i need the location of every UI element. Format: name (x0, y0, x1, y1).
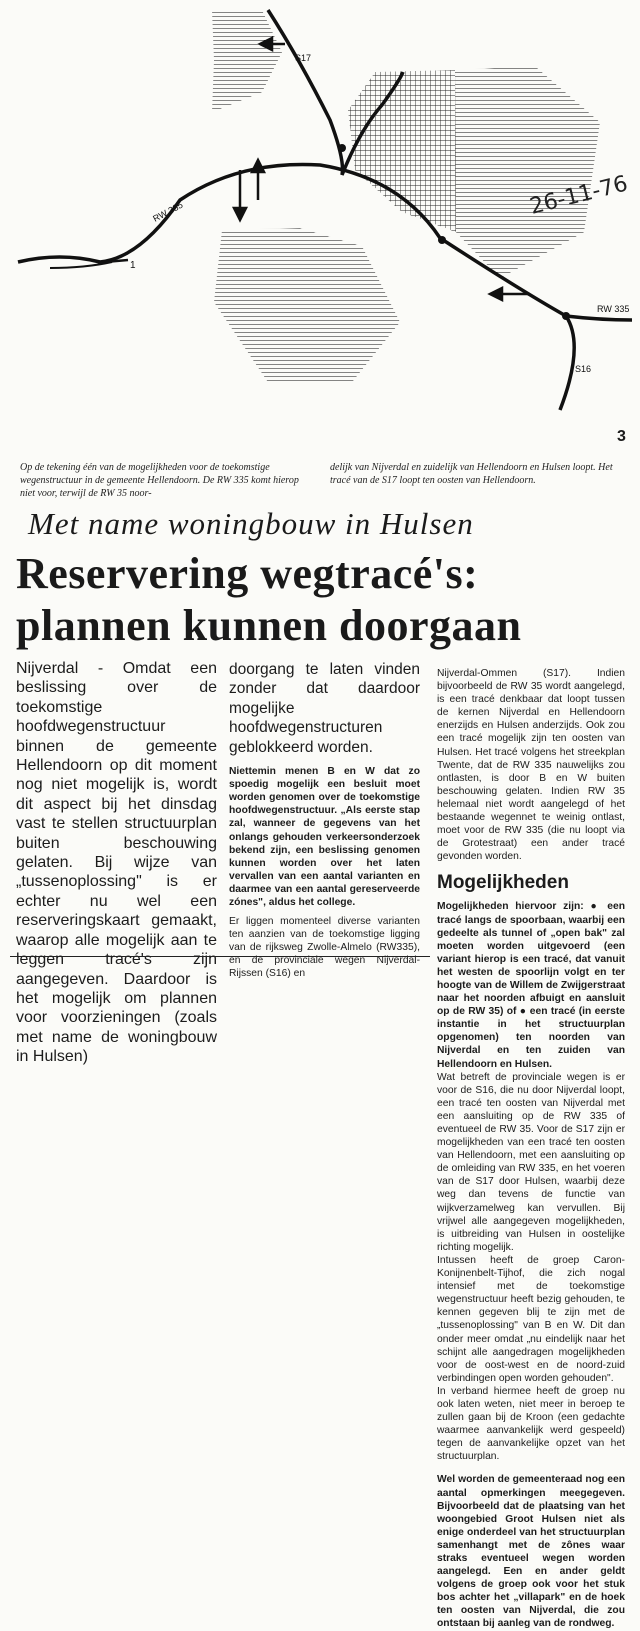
caption-right: delijk van Nijverdal en zuidelijk van Hellendoorn en Hulsen loopt. Het tracé van de S17 loopt ten oosten van Hellendoorn. (330, 462, 613, 486)
reserved-zone-east-hatched (455, 66, 600, 278)
reserved-zone-northeast-grid (348, 70, 456, 232)
reserved-zone-northwest (212, 10, 282, 112)
label-marker-1: 1 (130, 260, 136, 271)
label-rw335-right: RW 335 (597, 304, 630, 314)
reserved-zone-south (214, 228, 400, 382)
right-paragraph-3: Wat betreft de provinciale wegen is er voor de S16, die nu door Nijverdal loopt, een tracé ten oosten van Nijverdal met een aansluiting op de RW 335 of eventueel de RW 35. Voor de S17 zijn er mogelijkheden van een tracé ten oosten van Hellendoorn, met een aansluiting op de omleiding van RW 335, en het voeren van de S17 door Hulsen, waarbij deze weg dan tevens de functie van wijkverzamelweg kan vervullen. Bij vrijwel alle aangegeven mogelijkheden, is uitbreiding van Hulsen in oostelijke richting mogelijk. (437, 1071, 625, 1253)
middle-paragraph-2: Er liggen momenteel diverse varianten ten aanzien van de toekomstige ligging van de rijksweg Zwolle-Almelo (RW335), en de provinciale wegen Nijverdal-Rijssen (S16) en (229, 916, 420, 980)
handwritten-date: 26-11-76 (527, 171, 631, 220)
column-rule (10, 956, 430, 957)
lead-column: Nijverdal - Omdat een beslissing over de toekomstige hoofdwegenstructuur binnen de gemeente Hellendoorn op dit moment nog niet mogelijk is, wordt dit aspect bij het dinsdag vast te stellen structuurplan buiten beschouwing gelaten. Bij wijze van „tussenoplossing" is er echter nu wel een reserveringskaart gemaakt, waarop alle mogelijk aan te leggen tracé's zijn aangegeven. Daardoor is het mogelijk om plannen voor voorzieningen (zoals met name de woningbouw in Hulsen) (16, 660, 217, 1066)
right-paragraph-4: Intussen heeft de groep Caron-Konijnenbelt-Tijhof, die zich nogal intensief met de toekomstige wegenstructuur heeft bezig gehouden, te kennen gegeven blij te zijn met de „tussenoplossing" van B en W. Dit dan onder meer omdat „nu eindelijk naar het schijnt alle aangedragen mogelijkheden voor de oost-west en de noord-zuid verbindingen open worden gehouden". (437, 1254, 625, 1384)
label-s16: S16 (575, 364, 592, 374)
middle-paragraph-1: Niettemin menen B en W dat zo spoedig mogelijk een besluit moet worden genomen over de toekomstige hoofdwegenstructuur. „Als eerste stap zal, wanneer de gegevens van het onlangs gehouden verkeersonderzoek bekend zijn, een beslissing genomen kunnen worden over het laten vervallen van een aantal varianten en daarmee van een aantal gereserveerde zónes", aldus het college. (229, 766, 420, 908)
right-paragraph-6: Wel worden de gemeenteraad nog een aantal opmerkingen meegegeven. Bijvoorbeeld dat de plaatsing van het woongebied Groot Hulsen niet als enige onderdeel van het structuurplan samenhangt met de zônes waar straks eventueel wegen worden aangelegd. Een en ander geldt volgens de groep ook voor het stuk bos achter het „villapark" en de hoek ten oosten van Nijverdal, die zou ontstaan bij aanleg van de rondweg. (437, 1474, 625, 1630)
caption-left: Op de tekening één van de mogelijkheden voor de toekomstige wegenstructuur in de gemeente Hellendoorn. De RW 335 komt hierop niet voor, terwijl de RW 35 noor- (20, 462, 299, 499)
label-s17: S17 (295, 53, 312, 63)
road-loop (50, 262, 112, 268)
road-map-svg (0, 0, 640, 440)
road-map-drawing (0, 0, 640, 440)
kicker: Met name woningbouw in Hulsen (28, 506, 474, 541)
road-s16 (560, 316, 574, 410)
right-paragraph-1: Nijverdal-Ommen (S17). Indien bijvoorbeeld de RW 35 wordt aangelegd, is een tracé denkbaar dat loopt tussen de kernen Nijverdal en Hellendoorn enerzijds en Hulsen anderzijds. Ook zou een tracé mogelijk zijn ten oosten van Hulsen. Het tracé volgens het streekplan Twente, dat de RW 335 nauwelijks zou ontlasten, is door B en W buiten beschouwing gelaten. Indien RW 35 helemaal niet wordt aangelegd of het bestaande wegennet te weinig ontlast, moet voor de RW 335 (die nu loopt via de Grotestraat) een ander tracé gevonden worden. (437, 668, 625, 863)
middle-continuation: doorgang te laten vinden zonder dat daardoor mogelijke hoofdwegenstructuren geblokkeerd worden. (229, 661, 420, 756)
right-paragraph-2: Mogelijkheden hiervoor zijn: ● een tracé langs de spoorbaan, waarbij een gedeelte als tunnel of „open bak" zal moeten worden uitgevoerd (een variant hierop is een tracé, dat vanuit het westen de spoorlijn volgt en ter hoogte van de Willem de Zwijgerstraat naar het noorden afbuigt en aansluit op de RW 35) of ● een tracé (in eerste instantie in het structuurplan opgenomen) ten noorden van Nijverdal en ten zuiden van Hellendoorn en Hulsen. (437, 901, 625, 1070)
right-paragraph-5: In verband hiermee heeft de groep nu ook laten weten, niet meer in beroep te zullen gaan bij de Kroon (een gedachte waarmee aanvankelijk werd gespeeld) tegen de aanvankelijke opzet van het structuurplan. (437, 1385, 625, 1463)
headline: Reservering wegtracé's: plannen kunnen doorgaan (16, 549, 522, 650)
middle-column (229, 660, 420, 987)
label-rw335-left: RW 335 (151, 199, 185, 224)
page-number: 3 (617, 428, 626, 445)
subheading: Mogelijkheden (437, 872, 569, 894)
right-column (437, 667, 625, 1631)
